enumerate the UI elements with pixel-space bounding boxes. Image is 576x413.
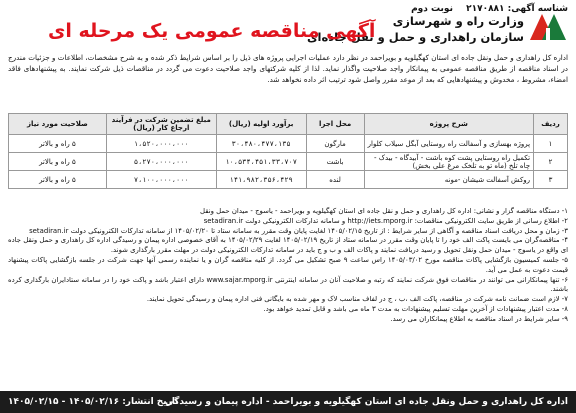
guarantee-amount: ۱،۵۲۰،۰۰۰،۰۰۰ <box>106 135 216 153</box>
footer-bar <box>0 391 576 413</box>
condition-item: ۶- تنها پیمانکارانی می توانند در مناقصات فوق شرکت نمایند که رتبه و صلاحیت آنان در سامانه اینترنتی www.sajar.mporg.ir دارای اعتبار باشد و پاکت خود را در سامانه ستادایران بارگذاری کرده باشند. <box>8 275 569 294</box>
table-row <box>9 153 568 171</box>
condition-item: ۵- جلسه کمیسیون بازگشایی پاکات مناقصه مورخ ۱۴۰۵/۰۳/۰۲ راس ساعت ۹ صبح تشکیل می گردد. از کلیه مناقصه گران و یا نماینده رسمی آنها جهت شرکت در جلسه بازگشایی پاکات پیشنهاد قیمت دعوت به عمل می آید. <box>8 255 568 274</box>
road-ministry-logo-icon <box>528 12 568 42</box>
initial-estimate: ۳۰،۴۸۰،۴۷۷،۱۳۵ <box>216 135 306 153</box>
condition-item: ۳- زمان و محل دریافت اسناد مناقصه و آگاهی از سایر شرایط : از تاریخ ۱۴۰۵/۰۲/۱۵ لغایت پایان وقت مقرر به سامانه ستاد تا ۱۴۰۵/۰۲/۲۰ از سامانه تدارکات الکترونیکی دولت setadiran.ir <box>29 226 568 235</box>
page-title: آگهی مناقصه عمومی یک مرحله ای <box>48 20 376 42</box>
notice-id: شناسه آگهی: ۲۱۷۰۸۸۱ <box>466 4 568 14</box>
col-header-guarantee: مبلغ تضمین شرکت در فرآیند ارجاع کار (ریال) <box>106 114 216 135</box>
row-number: ۳ <box>534 171 568 189</box>
ministry-name: وزارت راه و شهرسازی <box>392 14 524 28</box>
organization-name: سازمان راهداری و حمل و نقل جاده‌ای <box>306 30 524 44</box>
footer-organization: اداره کل راهداری و حمل ونقل جاده ای استان کهگیلویه و بویراحمد - اداره پیمان و رسیدگی <box>165 397 568 407</box>
required-qualification: ۵ راه و بالاتر <box>9 171 107 189</box>
tender-table <box>8 113 568 189</box>
required-qualification: ۵ راه و بالاتر <box>9 135 107 153</box>
condition-item: ۱- دستگاه مناقصه گزار و نشانی: اداره کل راهداری و حمل و نقل جاده ای استان کهگیلویه و بویراحمد - یاسوج - میدان حمل ونقل <box>200 207 568 215</box>
table-row <box>9 135 568 153</box>
table-row <box>9 171 568 189</box>
table-header-row <box>9 114 568 135</box>
project-location: مارگون <box>306 135 364 153</box>
guarantee-amount: ۷،۱۰۰،۰۰۰،۰۰۰ <box>106 171 216 189</box>
guarantee-amount: ۵،۲۷۰،۰۰۰،۰۰۰ <box>106 153 216 171</box>
required-qualification: ۵ راه و بالاتر <box>9 153 107 171</box>
row-number: ۲ <box>534 153 568 171</box>
initial-estimate: ۱۰،۵۳۴،۴۵۱،۳۳،۷۰۷ <box>216 153 306 171</box>
intro-paragraph: اداره کل راهداری و حمل ونقل جاده ای استان کهگیلویه و بویراحمد در نظر دارد عملیات اجرایی پروژه های ذیل را بر اساس شرایط ذکر شده و به شرح مشخصات، اطلاعات و جزئیات مندرج در اسناد مناقصه از طریق مناقصه عمومی به پیمانکار واجد صلاحیت واگذار نماید. لذا از کلیه شرکتهای واجد صلاحیت دعوت می گردد در مناقصات ذیل شرکت نمایند. به پیشنهادهای فاقد امضاء، مشروط ، مخدوش و پیشنهادهایی که بعد از موعد مقرر واصل شود ترتیب اثر داده نخواهد شد. <box>8 53 568 84</box>
project-location: لنده <box>306 171 364 189</box>
condition-item: ۸- مدت اعتبار پیشنهادات از آخرین مهلت تسلیم پیشنهادات به مدت ۳ ماه می باشد و قابل تمدید خواهد بود. <box>263 304 568 313</box>
project-location: باشت <box>306 153 364 171</box>
project-description: روکش آسفالت شیشان -مونه <box>364 171 534 189</box>
notice-round: نوبت دوم <box>411 4 453 14</box>
col-header-row-number: ردیف <box>534 114 568 135</box>
condition-item: ۹- سایر شرایط در اسناد مناقصه به اطلاع پیمانکاران می رسد. <box>390 314 568 323</box>
project-description: تکمیل راه روستایی پشت کوه باشت - آبیدگاه - بیدک - چاه تلخ (ماه تو به تلخک مرغ علی بخش) <box>364 153 534 171</box>
condition-item: ۴- مناقصه‌گران می بایست پاکت الف خود را تا پایان وقت مقرر در سامانه ستاد از تاریخ ۱۴۰۵/۰۲/۱۹ لغایت ۱۴۰۵/۰۲/۲۹ به آقای خصوصی اداره پیمان و رسیدگی اداره کل راهداری و حمل ونقل جاده ای واقع در یاسوج - میدان حمل ونقل تحویل و رسید دریافت نمایند و پاکات الف و ب و ج باید در سامانه تدارکات الکترونیکی دولت در مهلت مقرر بارگذاری شوند. <box>8 236 569 255</box>
condition-item: ۷- لازم است ضمانت نامه شرکت در مناقصه، پاکت الف ،ب ، ج در لفاف مناسب لاک و مهر شده به بایگانی فنی اداره پیمان و رسیدگی تحویل نمایند. <box>146 295 568 304</box>
row-number: ۱ <box>534 135 568 153</box>
conditions-list <box>8 207 568 325</box>
col-header-qualification: صلاحیت مورد نیاز <box>9 114 107 135</box>
condition-item: ۲- اطلاع رسانی از طریق سایت الکترونیکی مناقصات: http://iets.mporg.ir و سامانه تدارکات الکترونیکی دولت setadiran.ir <box>203 216 568 225</box>
project-description: پروژه بهسازی و آسفالت راه روستایی آبگل سیلاب کلوار <box>364 135 534 153</box>
col-header-estimate: برآورد اولیه (ریال) <box>216 114 306 135</box>
initial-estimate: ۱۴۱،۹۸۲،۳۵۶،۴۲۹ <box>216 171 306 189</box>
col-header-location: محل اجرا <box>306 114 364 135</box>
publication-date: تاریخ انتشار: ۱۴۰۵/۰۲/۱۶ - ۱۴۰۵/۰۲/۱۵ <box>8 397 179 407</box>
col-header-project: شرح پروژه <box>364 114 534 135</box>
